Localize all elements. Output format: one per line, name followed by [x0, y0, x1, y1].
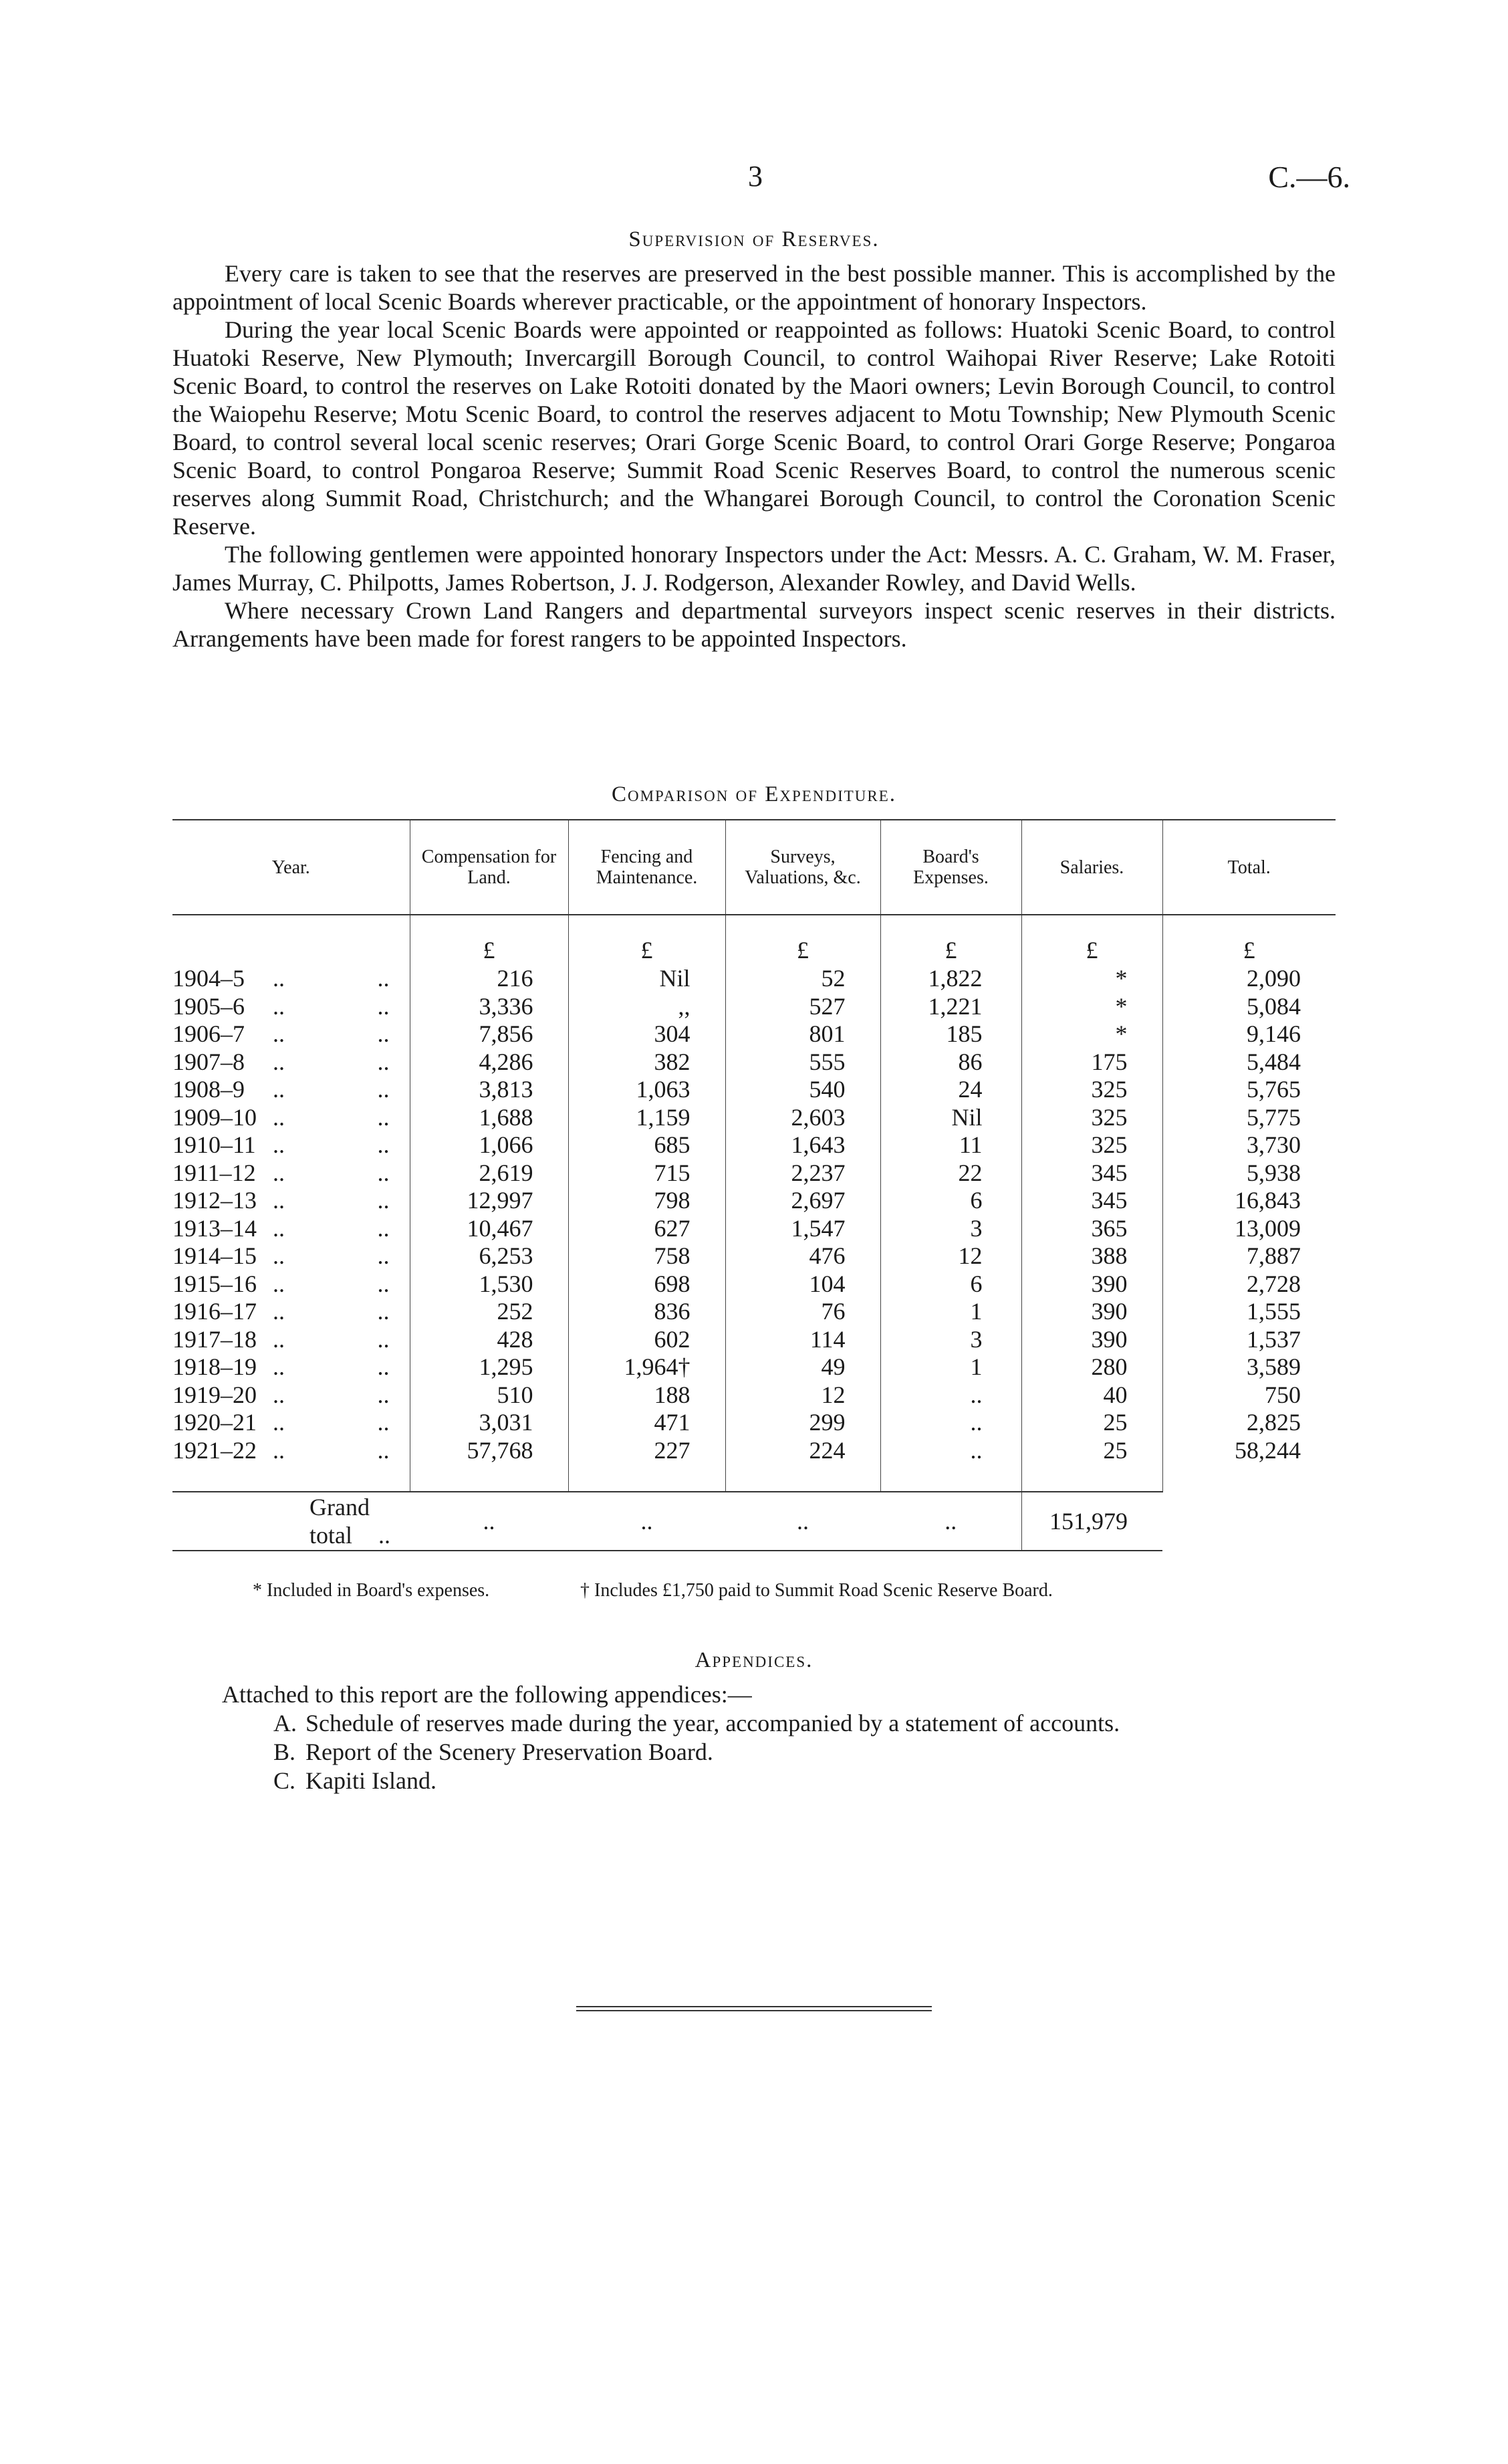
value-cell: 188: [568, 1381, 725, 1410]
leader-dots: ..: [273, 1381, 285, 1408]
value-cell: 510: [410, 1381, 568, 1410]
value-cell: 388: [1021, 1242, 1162, 1270]
value-cell: 540: [725, 1076, 880, 1104]
year-cell: [172, 1326, 410, 1354]
column-header-total: Total.: [1162, 820, 1336, 915]
leader-dots: ..: [377, 1242, 390, 1270]
value-cell: 758: [568, 1242, 725, 1270]
units-row: [172, 915, 1336, 965]
leader-dots: ..: [273, 1131, 285, 1159]
value-cell: 325: [1021, 1076, 1162, 1104]
year-cell: [172, 1076, 410, 1104]
value-cell: 325: [1021, 1131, 1162, 1159]
value-cell: 1,530: [410, 1270, 568, 1299]
year-label: 1909–10: [172, 1103, 257, 1131]
leader-dots: ..: [273, 1353, 285, 1381]
year-label: 1918–19: [172, 1353, 257, 1381]
leader-dots: ..: [273, 1270, 285, 1297]
table-row: [172, 1353, 1336, 1381]
value-cell: 25: [1021, 1409, 1162, 1437]
leader-dots: ..: [377, 1436, 390, 1464]
value-cell: 602: [568, 1326, 725, 1354]
value-cell: 1,295: [410, 1353, 568, 1381]
appendix-letter: A.: [273, 1710, 297, 1737]
column-header-fencing: Fencing and Maintenance.: [568, 820, 725, 915]
leader-dots: ..: [273, 1020, 285, 1048]
year-cell: [172, 1020, 410, 1048]
value-cell: ,,: [568, 993, 725, 1021]
leader-dots: ..: [273, 965, 285, 992]
year-label: 1907–8: [172, 1048, 245, 1075]
value-cell: 52: [725, 965, 880, 993]
value-cell: 836: [568, 1298, 725, 1326]
value-cell: 1,822: [880, 965, 1021, 993]
footnote-dagger: † Includes £1,750 paid to Summit Road Scenic Reserve Board.: [580, 1580, 1053, 1601]
value-cell: 2,619: [410, 1159, 568, 1188]
end-rule: [576, 2006, 932, 2007]
value-cell: 76: [725, 1298, 880, 1326]
value-cell: 9,146: [1162, 1020, 1336, 1048]
value-cell: 299: [725, 1409, 880, 1437]
paragraph: Where necessary Crown Land Rangers and departmental surveyors inspect scenic reserves in their districts. Arrangements have been made for forest rangers to be appointed Inspectors.: [172, 597, 1336, 652]
value-cell: 185: [880, 1020, 1021, 1048]
column-header-surveys: Surveys, Valuations, &c.: [725, 820, 880, 915]
table-row: [172, 965, 1336, 993]
value-cell: ..: [880, 1437, 1021, 1492]
value-cell: 1,063: [568, 1076, 725, 1104]
table-row: [172, 1104, 1336, 1132]
value-cell: 798: [568, 1187, 725, 1215]
value-cell: 2,603: [725, 1104, 880, 1132]
value-cell: 227: [568, 1437, 725, 1492]
value-cell: 428: [410, 1326, 568, 1354]
leader-dots: ..: [377, 1187, 390, 1214]
value-cell: 11: [880, 1131, 1021, 1159]
table-header-row: [172, 820, 1336, 915]
value-cell: *: [1021, 965, 1162, 993]
year-label: 1908–9: [172, 1076, 245, 1103]
table-body: [172, 915, 1336, 1492]
value-cell: 750: [1162, 1381, 1336, 1410]
value-cell: 216: [410, 965, 568, 993]
leader-dots: ..: [377, 1325, 390, 1353]
value-cell: 5,775: [1162, 1104, 1336, 1132]
value-cell: 555: [725, 1048, 880, 1077]
value-cell: 801: [725, 1020, 880, 1048]
value-cell: 3,336: [410, 993, 568, 1021]
table-row: [172, 1076, 1336, 1104]
year-cell: [172, 1159, 410, 1188]
table-row: [172, 1187, 1336, 1215]
leader-dots: ..: [377, 1048, 390, 1075]
leader-dots: ..: [377, 1353, 390, 1381]
leader-dots: ..: [273, 1187, 285, 1214]
appendices-intro: Attached to this report are the following appendices:—: [222, 1681, 752, 1708]
table-row: [172, 993, 1336, 1021]
table-row: [172, 1326, 1336, 1354]
table-row: [172, 1215, 1336, 1243]
section-heading-expenditure: Comparison of Expenditure.: [611, 782, 897, 806]
supervision-body: [172, 259, 1336, 653]
grand-total-label: Grand total: [309, 1494, 370, 1549]
leader-dots: ..: [377, 1076, 390, 1103]
value-cell: 1,221: [880, 993, 1021, 1021]
value-cell: 345: [1021, 1159, 1162, 1188]
value-cell: *: [1021, 993, 1162, 1021]
value-cell: 58,244: [1162, 1437, 1336, 1492]
appendix-text: Schedule of reserves made during the year, accompanied by a statement of accounts.: [305, 1710, 1120, 1737]
appendix-text: Report of the Scenery Preservation Board.: [305, 1739, 713, 1765]
footnote-star: * Included in Board's expenses.: [253, 1580, 490, 1601]
value-cell: 1,537: [1162, 1326, 1336, 1354]
year-cell: [172, 1242, 410, 1270]
value-cell: 1: [880, 1353, 1021, 1381]
leader-dots: ..: [377, 1409, 390, 1436]
year-cell: [172, 1104, 410, 1132]
value-cell: 3,589: [1162, 1353, 1336, 1381]
appendix-text: Kapiti Island.: [305, 1767, 436, 1794]
year-cell: [172, 1048, 410, 1077]
value-cell: 1,643: [725, 1131, 880, 1159]
value-cell: 390: [1021, 1270, 1162, 1299]
value-cell: 390: [1021, 1298, 1162, 1326]
value-cell: 25: [1021, 1437, 1162, 1492]
leader-dots: ..: [377, 1020, 390, 1048]
value-cell: 2,825: [1162, 1409, 1336, 1437]
year-label: 1912–13: [172, 1187, 257, 1214]
year-label: 1917–18: [172, 1325, 257, 1353]
value-cell: 6,253: [410, 1242, 568, 1270]
value-cell: 390: [1021, 1326, 1162, 1354]
leader-dots: ..: [273, 1409, 285, 1436]
value-cell: 1,964†: [568, 1353, 725, 1381]
year-cell: [172, 1298, 410, 1326]
value-cell: 49: [725, 1353, 880, 1381]
unit-cell: £: [1021, 915, 1162, 965]
leader-dots: ..: [377, 1270, 390, 1297]
year-label: 1913–14: [172, 1214, 257, 1242]
leader-dots: ..: [568, 1492, 725, 1551]
section-heading-supervision: Supervision of Reserves.: [628, 227, 880, 251]
appendix-item: [273, 1767, 1345, 1795]
end-rule: [576, 2010, 932, 2011]
value-cell: 3,813: [410, 1076, 568, 1104]
leader-dots: ..: [410, 1492, 568, 1551]
year-cell: [172, 993, 410, 1021]
appendix-item: [273, 1738, 1345, 1767]
year-label: 1904–5: [172, 965, 245, 992]
value-cell: 5,938: [1162, 1159, 1336, 1188]
value-cell: 5,765: [1162, 1076, 1336, 1104]
value-cell: 527: [725, 993, 880, 1021]
leader-dots: ..: [377, 1159, 390, 1186]
value-cell: 22: [880, 1159, 1021, 1188]
leader-dots: ..: [377, 1298, 390, 1325]
value-cell: 6: [880, 1270, 1021, 1299]
year-cell: [172, 1270, 410, 1299]
year-label: 1919–20: [172, 1381, 257, 1408]
leader-dots: ..: [377, 1131, 390, 1159]
year-label: 1914–15: [172, 1242, 257, 1270]
value-cell: ..: [880, 1409, 1021, 1437]
table-row: [172, 1159, 1336, 1188]
value-cell: 280: [1021, 1353, 1162, 1381]
leader-dots: ..: [273, 1242, 285, 1270]
document-reference: C.—6.: [1268, 160, 1350, 194]
paragraph: The following gentlemen were appointed honorary Inspectors under the Act: Messrs. A. C. Graham, W. M. Fraser, James Murray, C. Philpotts, James Robertson, J. J. Rodgerson, Alexander Rowley, and David Wells.: [172, 541, 1336, 596]
leader-dots: ..: [378, 1522, 390, 1549]
leader-dots: ..: [273, 1325, 285, 1353]
value-cell: 7,856: [410, 1020, 568, 1048]
table-row: [172, 1409, 1336, 1437]
value-cell: 86: [880, 1048, 1021, 1077]
section-heading-appendices: Appendices.: [695, 1648, 813, 1672]
value-cell: 3,730: [1162, 1131, 1336, 1159]
value-cell: 7,887: [1162, 1242, 1336, 1270]
column-header-board-expenses: Board's Expenses.: [880, 820, 1021, 915]
value-cell: 1,688: [410, 1104, 568, 1132]
value-cell: 57,768: [410, 1437, 568, 1492]
value-cell: 627: [568, 1215, 725, 1243]
year-label: 1920–21: [172, 1409, 257, 1436]
table-row: [172, 1437, 1336, 1492]
value-cell: 698: [568, 1270, 725, 1299]
value-cell: 3: [880, 1326, 1021, 1354]
leader-dots: ..: [273, 1076, 285, 1103]
year-cell: [172, 1409, 410, 1437]
value-cell: 10,467: [410, 1215, 568, 1243]
table-row: [172, 1298, 1336, 1326]
leader-dots: ..: [880, 1492, 1021, 1551]
value-cell: 476: [725, 1242, 880, 1270]
value-cell: Nil: [880, 1104, 1021, 1132]
table-row: [172, 1131, 1336, 1159]
year-cell: [172, 1353, 410, 1381]
paragraph: During the year local Scenic Boards were appointed or reappointed as follows: Huatoki Scenic Board, to control Huatoki Reserve, New Plymouth; Invercargill Borough Council, to control Waihopai River Reserve; Lake Rotoiti Scenic Board, to control the reserves on Lake Rotoiti donated by the Maori owners; Levin Borough Council, to control the Waiopehu Reserve; Motu Scenic Board, to control the reserves adjacent to Motu Township; New Plymouth Scenic Board, to control several local scenic reserves; Orari Gorge Scenic Board, to control Orari Gorge Reserve; Pongaroa Scenic Board, to control Pongaroa Reserve; Summit Road Scenic Reserves Board, to control the numerous scenic reserves along Summit Road, Christchurch; and the Whangarei Borough Council, to control the Coronation Scenic Reserve.: [172, 316, 1336, 540]
value-cell: 12: [880, 1242, 1021, 1270]
year-label: 1915–16: [172, 1270, 257, 1297]
appendices-list: [222, 1680, 1345, 1795]
value-cell: 715: [568, 1159, 725, 1188]
appendix-item: [273, 1709, 1345, 1738]
year-cell: [172, 1187, 410, 1215]
value-cell: 175: [1021, 1048, 1162, 1077]
table-row: [172, 1270, 1336, 1299]
value-cell: 5,484: [1162, 1048, 1336, 1077]
value-cell: 40: [1021, 1381, 1162, 1410]
leader-dots: ..: [725, 1492, 880, 1551]
leader-dots: ..: [273, 992, 285, 1020]
column-header-compensation: Compensation for Land.: [410, 820, 568, 915]
leader-dots: ..: [377, 992, 390, 1020]
table-row: [172, 1381, 1336, 1410]
table-row: [172, 1242, 1336, 1270]
column-header-year: Year.: [172, 820, 410, 915]
leader-dots: ..: [377, 1381, 390, 1408]
unit-cell: £: [410, 915, 568, 965]
leader-dots: ..: [273, 1159, 285, 1186]
value-cell: 382: [568, 1048, 725, 1077]
unit-cell: £: [568, 915, 725, 965]
value-cell: 104: [725, 1270, 880, 1299]
leader-dots: ..: [273, 1214, 285, 1242]
unit-cell: £: [725, 915, 880, 965]
year-cell: [172, 1437, 410, 1492]
leader-dots: ..: [273, 1436, 285, 1464]
year-label: 1905–6: [172, 992, 245, 1020]
value-cell: 6: [880, 1187, 1021, 1215]
value-cell: 16,843: [1162, 1187, 1336, 1215]
leader-dots: ..: [273, 1048, 285, 1075]
value-cell: 2,697: [725, 1187, 880, 1215]
leader-dots: ..: [377, 965, 390, 992]
grand-total-value: 151,979: [1021, 1492, 1162, 1551]
value-cell: 2,728: [1162, 1270, 1336, 1299]
year-label: 1916–17: [172, 1298, 257, 1325]
appendix-letter: C.: [273, 1767, 296, 1794]
year-label: 1906–7: [172, 1020, 245, 1048]
value-cell: 13,009: [1162, 1215, 1336, 1243]
year-cell: [172, 965, 410, 993]
expenditure-table: [172, 819, 1336, 1551]
value-cell: 1,159: [568, 1104, 725, 1132]
leader-dots: ..: [273, 1103, 285, 1131]
year-cell: [172, 1381, 410, 1410]
value-cell: 2,237: [725, 1159, 880, 1188]
unit-cell: [172, 915, 410, 965]
unit-cell: £: [880, 915, 1021, 965]
table-row: [172, 1048, 1336, 1077]
value-cell: 471: [568, 1409, 725, 1437]
value-cell: 3,031: [410, 1409, 568, 1437]
grand-total-label-cell: [172, 1492, 410, 1551]
page-number: 3: [748, 160, 763, 193]
year-cell: [172, 1131, 410, 1159]
value-cell: *: [1021, 1020, 1162, 1048]
year-label: 1911–12: [172, 1159, 256, 1186]
column-header-salaries: Salaries.: [1021, 820, 1162, 915]
value-cell: 2,090: [1162, 965, 1336, 993]
year-cell: [172, 1215, 410, 1243]
value-cell: 3: [880, 1215, 1021, 1243]
value-cell: 1,547: [725, 1215, 880, 1243]
year-label: 1910–11: [172, 1131, 256, 1159]
value-cell: 1,066: [410, 1131, 568, 1159]
leader-dots: ..: [377, 1214, 390, 1242]
value-cell: 114: [725, 1326, 880, 1354]
value-cell: Nil: [568, 965, 725, 993]
value-cell: ..: [880, 1381, 1021, 1410]
value-cell: 304: [568, 1020, 725, 1048]
value-cell: 685: [568, 1131, 725, 1159]
value-cell: 1: [880, 1298, 1021, 1326]
value-cell: 12: [725, 1381, 880, 1410]
value-cell: 4,286: [410, 1048, 568, 1077]
value-cell: 224: [725, 1437, 880, 1492]
leader-dots: ..: [377, 1103, 390, 1131]
paragraph: Every care is taken to see that the reserves are preserved in the best possible manner. This is accomplished by the appointment of local Scenic Boards wherever practicable, or the appointment of honorary Inspectors.: [172, 260, 1336, 315]
value-cell: 12,997: [410, 1187, 568, 1215]
value-cell: 325: [1021, 1104, 1162, 1132]
value-cell: 252: [410, 1298, 568, 1326]
value-cell: 24: [880, 1076, 1021, 1104]
grand-total-row: [172, 1492, 1336, 1551]
value-cell: 345: [1021, 1187, 1162, 1215]
table-row: [172, 1020, 1336, 1048]
leader-dots: ..: [273, 1298, 285, 1325]
value-cell: 365: [1021, 1215, 1162, 1243]
unit-cell: £: [1162, 915, 1336, 965]
value-cell: 5,084: [1162, 993, 1336, 1021]
appendix-letter: B.: [273, 1739, 296, 1765]
year-label: 1921–22: [172, 1436, 257, 1464]
value-cell: 1,555: [1162, 1298, 1336, 1326]
